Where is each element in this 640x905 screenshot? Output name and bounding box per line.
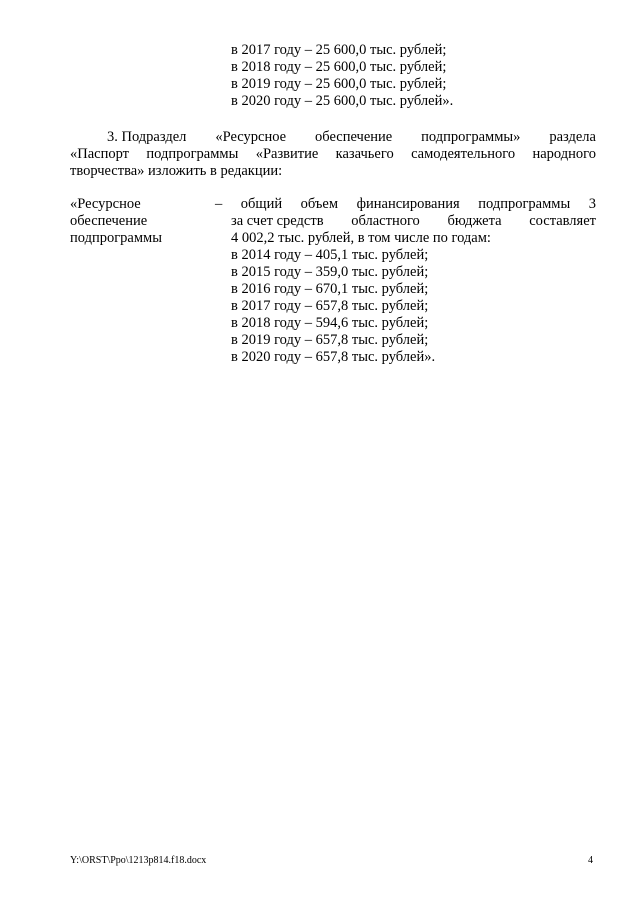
word: составляет xyxy=(529,213,596,229)
resource-year-item: в 2014 году – 405,1 тыс. рублей; xyxy=(231,247,429,263)
word: подпрограммы xyxy=(146,146,239,162)
word: «Паспорт xyxy=(70,146,129,162)
resource-year-item: в 2019 году – 657,8 тыс. рублей; xyxy=(231,332,429,348)
word: областного xyxy=(351,213,420,229)
top-list-item: в 2017 году – 25 600,0 тыс. рублей; xyxy=(231,42,447,58)
word: 3. Подраздел xyxy=(107,129,187,145)
word: народного xyxy=(532,146,596,162)
top-list-item: в 2018 году – 25 600,0 тыс. рублей; xyxy=(231,59,447,75)
resource-year-item: в 2016 году – 670,1 тыс. рублей; xyxy=(231,281,429,297)
word: за счет средств xyxy=(231,213,324,229)
page-number: 4 xyxy=(588,855,593,866)
word: бюджета xyxy=(447,213,502,229)
word: «Развитие xyxy=(255,146,319,162)
resource-year-item: в 2020 году – 657,8 тыс. рублей». xyxy=(231,349,436,365)
top-list-item: в 2019 году – 25 600,0 тыс. рублей; xyxy=(231,76,447,92)
word: финансирования xyxy=(356,196,460,212)
resource-value-line-3: 4 002,2 тыс. рублей, в том числе по годам: xyxy=(231,230,491,246)
word: самодеятельного xyxy=(411,146,516,162)
footer-file-path: Y:\ORST\Ppo\1213p814.f18.docx xyxy=(70,855,207,866)
resource-year-item: в 2017 году – 657,8 тыс. рублей; xyxy=(231,298,429,314)
word: казачьего xyxy=(335,146,394,162)
dash: – xyxy=(215,196,223,212)
resource-value-line-2 xyxy=(231,213,596,230)
word: «Ресурсное xyxy=(215,129,287,145)
resource-label: «Ресурсное xyxy=(70,196,141,212)
word: раздела xyxy=(549,129,596,145)
resource-year-item: в 2018 году – 594,6 тыс. рублей; xyxy=(231,315,429,331)
word: подпрограммы» xyxy=(421,129,521,145)
resource-year-item: в 2015 году – 359,0 тыс. рублей; xyxy=(231,264,429,280)
resource-label: обеспечение xyxy=(70,213,148,229)
word: обеспечение xyxy=(315,129,393,145)
word: объем xyxy=(300,196,339,212)
paragraph-3-line-2 xyxy=(70,146,596,163)
resource-label: подпрограммы xyxy=(70,230,162,246)
resource-value-line-1 xyxy=(215,196,596,213)
word: 3 xyxy=(588,196,596,212)
paragraph-3-line-1 xyxy=(107,129,596,146)
top-list-item: в 2020 году – 25 600,0 тыс. рублей». xyxy=(231,93,454,109)
word: подпрограммы xyxy=(478,196,571,212)
word: общий xyxy=(240,196,283,212)
paragraph-3-line-3: творчества» изложить в редакции: xyxy=(70,163,283,179)
